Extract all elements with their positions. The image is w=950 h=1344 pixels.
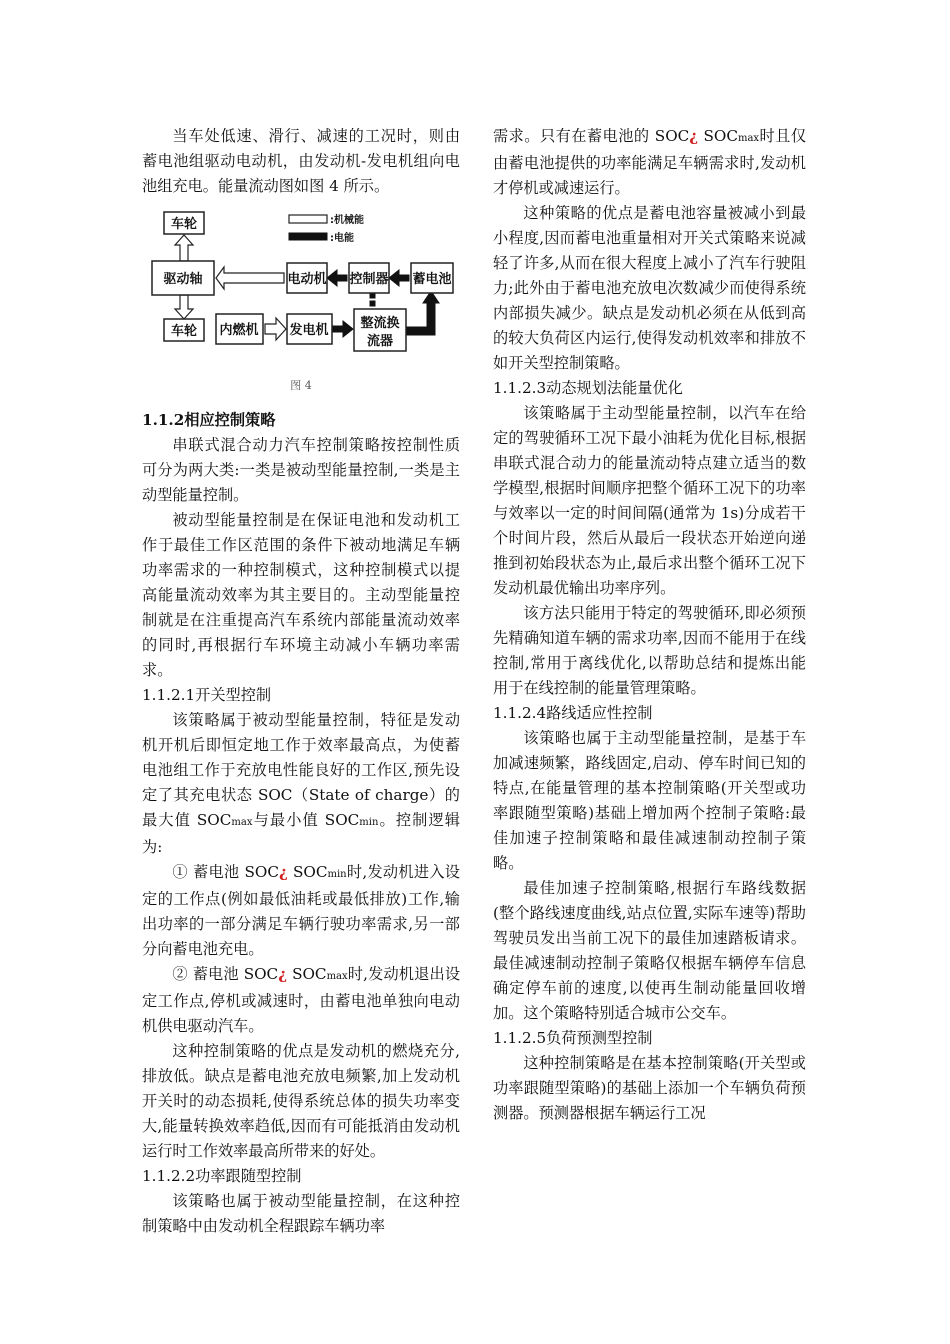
paragraph: 最佳加速子控制策略,根据行车路线数据(整个路线速度曲线,站点位置,实际车速等)帮助驾驶员发出当前工况下的最佳加速踏板请求。最佳减速制动控制子策略仅根据车辆停车信息确定停车前的速度,以使再生制动能量回收增加。这个策略特别适合城市公交车。 bbox=[493, 879, 806, 1022]
energy-flow-figure bbox=[144, 209, 454, 369]
label-axle: 驱动轴 bbox=[163, 272, 203, 287]
paragraph: 该策略也属于被动型能量控制，在这种控制策略中由发动机全程跟踪车辆功率 bbox=[142, 1192, 460, 1235]
condition-item: ② 蓄电池 SOC¿ SOCmax时,发动机退出设定工作点,停机或减速时，由蓄电池单独向电动机供电驱动汽车。 bbox=[142, 965, 461, 1035]
figure-caption: 图 4 bbox=[290, 379, 312, 392]
label-rectifier-2: 流器 bbox=[366, 334, 394, 349]
subsection-heading: 1.1.2.4路线适应性控制 bbox=[493, 704, 653, 722]
inequality-mark: ¿ bbox=[689, 127, 699, 145]
paragraph: 被动型能量控制是在保证电池和发动机工作于最佳工作区范围的条件下被动地满足车辆功率需求的一种控制模式，这种控制模式以提高能量流动效率为其主要目的。主动型能量控制就是在注重提高汽车系统内部能量流动效率的同时,再根据行车环境主动减小车辆功率需求。 bbox=[142, 511, 460, 679]
legend-electrical-label: :电能 bbox=[330, 233, 354, 244]
legend-mechanical-label: :机械能 bbox=[330, 215, 364, 226]
label-battery: 蓄电池 bbox=[412, 272, 452, 287]
paragraph: 这种控制策略是在基本控制策略(开关型或功率跟随型策略)的基础上添加一个车辆负荷预测器。预测器根据车辆运行工况 bbox=[493, 1054, 806, 1122]
label-wheel-top: 车轮 bbox=[170, 217, 198, 232]
label-wheel-bottom: 车轮 bbox=[170, 324, 198, 339]
mech-arrow-engine-generator bbox=[265, 318, 286, 340]
left-column bbox=[142, 124, 460, 1239]
subsection-heading: 1.1.2.1开关型控制 bbox=[142, 686, 272, 704]
subsection-heading: 1.1.2.3动态规划法能量优化 bbox=[493, 379, 683, 397]
paragraph: 串联式混合动力汽车控制策略按控制性质可分为两大类:一类是被动型能量控制,一类是主动型能量控制。 bbox=[142, 436, 460, 504]
legend-electrical-swatch bbox=[289, 233, 327, 240]
section-heading: 1.1.2相应控制策略 bbox=[142, 411, 276, 429]
subsection-heading: 1.1.2.2功率跟随型控制 bbox=[142, 1167, 302, 1185]
label-generator: 发电机 bbox=[289, 323, 329, 338]
paragraph: 当车处低速、滑行、减速的工况时，则由蓄电池组驱动电动机，由发动机-发电机组向电池组充电。能量流动图如图 4 所示。 bbox=[142, 127, 460, 195]
paragraph: 该策略属于主动型能量控制，以汽车在给定的驾驶循环工况下最小油耗为优化目标,根据串联式混合动力的能量流动特点建立适当的数学模型,根据时间顺序把整个循环工况下的功率与效率以一定的时间间隔(通常为 1s)分成若干个时间片段，然后从最后一段状态开始逆向递推到初始段状态为止,最后求出整个循环工况下发动机最优输出功率序列。 bbox=[493, 404, 806, 597]
paragraph: 该策略属于被动型能量控制，特征是发动机开机后即恒定地工作于效率最高点，为使蓄电池组工作于充放电性能良好的工作区,预先设定了其充电状态 SOC（State of charge）的最大值 SOCmax与最小值 SOCmin。控制逻辑为: bbox=[142, 711, 460, 856]
label-controller: 控制器 bbox=[349, 272, 389, 287]
inequality-mark: ¿ bbox=[278, 863, 288, 881]
mech-arrow-up bbox=[175, 235, 193, 261]
paragraph: 该方法只能用于特定的驾驶循环,即必须预先精确知道车辆的需求功率,因而不能用于在线控制,常用于离线优化,以帮助总结和提炼出能用于在线控制的能量管理策略。 bbox=[493, 604, 806, 697]
condition-item: ① 蓄电池 SOC¿ SOCmin时,发动机进入设定的工作点(例如最低油耗或最低排放)工作,输出功率的一部分满足车辆行驶功率需求,另一部分向蓄电池充电。 bbox=[142, 863, 460, 958]
inequality-mark: ¿ bbox=[278, 965, 288, 983]
mech-arrow-motor-axle bbox=[216, 267, 284, 289]
subsection-heading: 1.1.2.5负荷预测型控制 bbox=[493, 1029, 653, 1047]
right-column bbox=[493, 124, 806, 1126]
label-rectifier-1: 整流换 bbox=[360, 316, 400, 331]
label-motor: 电动机 bbox=[287, 272, 327, 287]
paragraph: 这种策略的优点是蓄电池容量被减小到最小程度,因而蓄电池重量相对开关式策略来说减轻了许多,从而在很大程度上减小了汽车行驶阻力;此外由于蓄电池充放电次数减少而使得系统内部损失减少。缺点是发动机必须在从低到高的较大负荷区内运行,使得发动机效率和排放不如开关型控制策略。 bbox=[493, 204, 806, 372]
legend-mechanical-swatch bbox=[289, 215, 327, 223]
paragraph: 需求。只有在蓄电池的 SOC¿ SOCmax时且仅由蓄电池提供的功率能满足车辆需求时,发动机才停机或减速运行。 bbox=[493, 127, 807, 197]
mech-arrow-down bbox=[175, 295, 193, 319]
paragraph: 这种控制策略的优点是发动机的燃烧充分,排放低。缺点是蓄电池充放电频繁,加上发动机开关时的动态损耗,使得系统总体的损失功率变大,能量转换效率趋低,因而有可能抵消由发动机运行时工作效率最高所带来的好处。 bbox=[142, 1042, 460, 1160]
paragraph: 该策略也属于主动型能量控制，是基于车加减速频繁，路线固定,启动、停车时间已知的特点,在能量管理的基本控制策略(开关型或功率跟随型策略)基础上增加两个控制子策略:最佳加速子控制策略和最佳减速制动控制子策略。 bbox=[493, 729, 806, 872]
energy-flow-diagram bbox=[144, 209, 454, 369]
label-engine: 内燃机 bbox=[219, 323, 259, 338]
